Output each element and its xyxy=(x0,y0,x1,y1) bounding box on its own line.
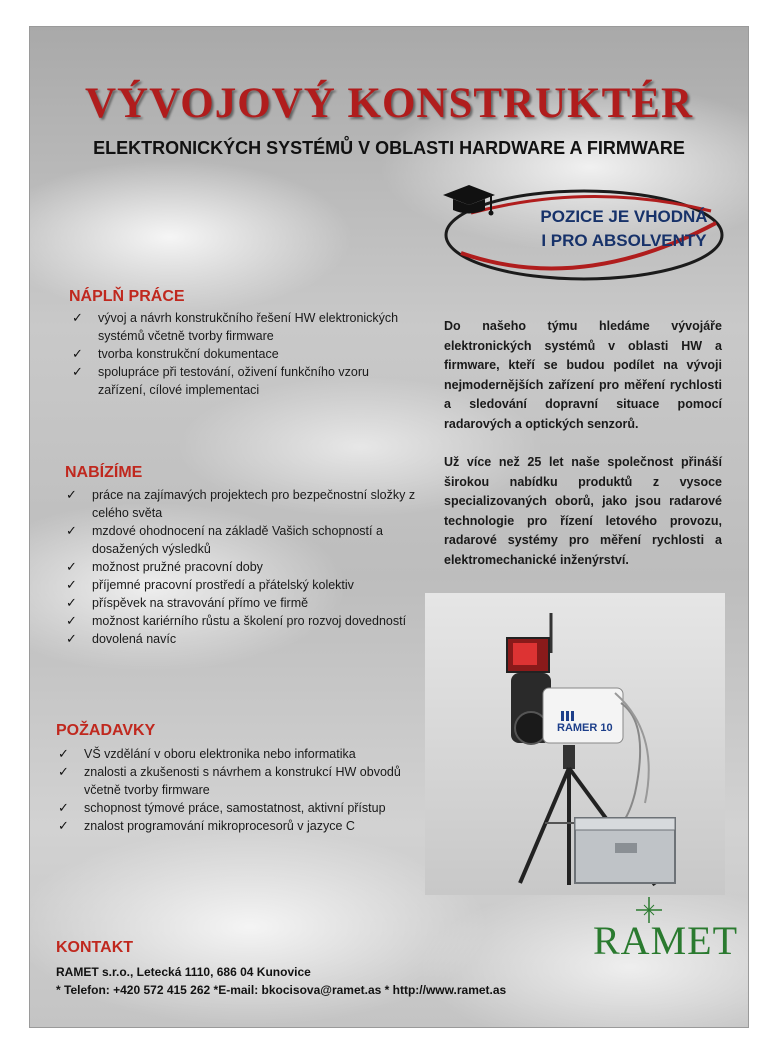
napln-list xyxy=(68,309,408,399)
intro-text xyxy=(444,317,722,589)
section-title-napln: NÁPLŇ PRÁCE xyxy=(69,288,185,305)
list-item: ✓ znalost programování mikroprocesorů v jazyce C xyxy=(58,818,355,833)
check-icon: ✓ xyxy=(66,613,77,628)
list-item: ✓ vývoj a návrh konstrukčního řešení HW elektronických systémů včetně tvorby firmware xyxy=(72,310,399,343)
radar-device-photo xyxy=(425,593,725,895)
contact-title: KONTAKT xyxy=(56,939,134,956)
check-icon: ✓ xyxy=(66,577,77,592)
check-icon: ✓ xyxy=(66,487,77,502)
list-item: ✓ možnost pružné pracovní doby xyxy=(66,559,263,574)
list-item: ✓ mzdové ohodnocení na základě Vašich schopností a dosažených výsledků xyxy=(66,523,383,556)
list-item: ✓ příjemné pracovní prostředí a přátelský kolektiv xyxy=(66,577,354,592)
badge-text xyxy=(529,205,719,253)
badge-line-1: POZICE JE VHODNÁ xyxy=(540,207,708,226)
contact-details: * Telefon: +420 572 415 262 *E-mail: bkocisova@ramet.as * http://www.ramet.as xyxy=(56,983,507,997)
list-item: ✓ dovolená navíc xyxy=(66,631,177,646)
check-icon: ✓ xyxy=(58,800,69,815)
list-item: ✓ tvorba konstrukční dokumentace xyxy=(72,346,279,361)
contact-address: RAMET s.r.o., Letecká 1110, 686 04 Kunovice xyxy=(56,965,311,979)
check-icon: ✓ xyxy=(58,818,69,833)
logo-text: RAMET xyxy=(593,918,738,963)
page-subtitle: ELEKTRONICKÝCH SYSTÉMŮ V OBLASTI HARDWARE A FIRMWARE xyxy=(93,138,685,158)
section-title-pozadavky: POŽADAVKY xyxy=(56,722,156,739)
badge-line-2: I PRO ABSOLVENTY xyxy=(541,231,707,250)
check-icon: ✓ xyxy=(58,764,69,779)
check-icon: ✓ xyxy=(66,631,77,646)
flyer-page xyxy=(29,26,749,1028)
list-item: ✓ znalosti a zkušenosti s návrhem a konstrukcí HW obvodů včetně tvorby firmware xyxy=(58,764,401,797)
radar-device-illustration xyxy=(425,593,725,895)
ramet-logo xyxy=(593,895,738,975)
check-icon: ✓ xyxy=(66,559,77,574)
list-item: ✓ možnost kariérního růstu a školení pro rozvoj dovedností xyxy=(66,613,407,628)
check-icon: ✓ xyxy=(72,346,83,361)
check-icon: ✓ xyxy=(72,310,83,325)
list-item: ✓ VŠ vzdělání v oboru elektronika nebo informatika xyxy=(58,746,356,761)
intro-paragraph-1: Do našeho týmu hledáme vývojáře elektronických systémů v oblasti HW a firmware, kteří se budou podílet na vývoji nejmodernějších zařízení pro měření rychlosti a sledování dopravní situace pomocí radarových a optických senzorů. xyxy=(444,319,722,431)
list-item: ✓ příspěvek na stravování přímo ve firmě xyxy=(66,595,309,610)
graduates-badge xyxy=(441,183,731,287)
check-icon: ✓ xyxy=(58,746,69,761)
list-item: ✓ schopnost týmové práce, samostatnost, aktivní přístup xyxy=(58,800,386,815)
graduation-cap-icon xyxy=(441,183,497,219)
list-item: ✓ práce na zajímavých projektech pro bezpečnostní složky z celého světa xyxy=(66,487,416,520)
pozadavky-list xyxy=(54,745,414,835)
section-title-nabizime: NABÍZÍME xyxy=(65,464,143,481)
list-item: ✓ spolupráce při testování, oživení funkčního vzoru zařízení, cílové implementaci xyxy=(72,364,369,397)
check-icon: ✓ xyxy=(66,595,77,610)
nabizime-list xyxy=(62,486,422,648)
page-title: VÝVOJOVÝ KONSTRUKTÉR xyxy=(84,80,694,127)
intro-paragraph-2: Už více než 25 let naše společnost přináší širokou nabídku produktů z vysoce specializovaných oborů, jako jsou radarové technologie pro řízení letového provozu, radarové systémy pro měření rychlosti a elektromechanické inženýrství. xyxy=(444,455,722,567)
check-icon: ✓ xyxy=(66,523,77,538)
check-icon: ✓ xyxy=(72,364,83,379)
device-label: RAMER 10 xyxy=(557,722,613,734)
